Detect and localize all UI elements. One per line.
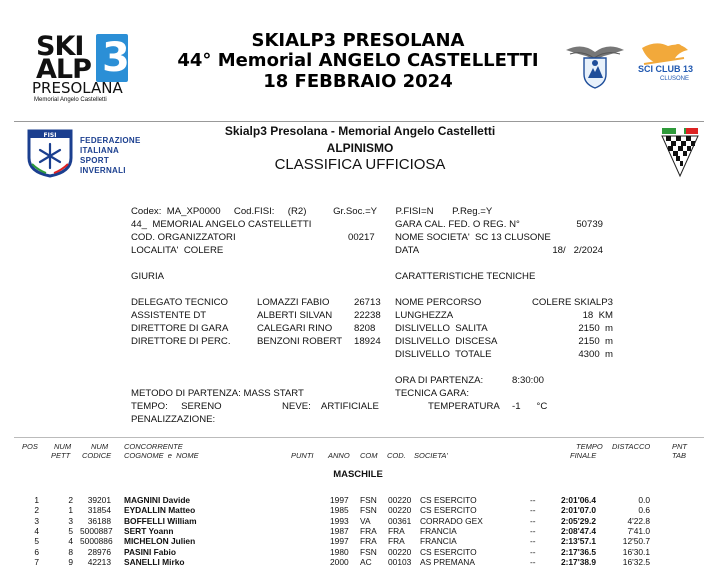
fisi-line-2: ITALIANA bbox=[80, 146, 120, 155]
cell-surname: BOFFELLI bbox=[124, 515, 165, 526]
cell-cod: 00361 bbox=[388, 515, 412, 526]
checkered-flag-icon bbox=[660, 126, 700, 178]
col-cod: COD. bbox=[387, 451, 406, 460]
classification-title: CLASSIFICA UFFICIOSA bbox=[274, 156, 446, 173]
cell-soc: CS ESERCITO bbox=[420, 546, 477, 557]
cell-first: William bbox=[167, 515, 197, 526]
official-code: 26713 bbox=[354, 297, 381, 308]
cell-cod: 00220 bbox=[388, 546, 412, 557]
col-codice: CODICE bbox=[82, 451, 112, 460]
fisi-shield-icon bbox=[26, 128, 74, 178]
sciclub-logo bbox=[634, 40, 694, 90]
cell-pos: 4 bbox=[34, 525, 39, 536]
temperature-value: -1 °C bbox=[512, 401, 548, 412]
cell-tempo: 2:13'57.1 bbox=[560, 536, 596, 547]
cell-pett: 5 bbox=[68, 525, 73, 536]
cell-codice: 28976 bbox=[87, 546, 111, 557]
cell-competitor bbox=[124, 547, 176, 557]
cell-surname: PASINI bbox=[124, 546, 152, 557]
course-label: DISLIVELLO TOTALE bbox=[395, 349, 492, 360]
cell-dist: 7'41.0 bbox=[627, 525, 650, 536]
cell-soc: AS PREMANA bbox=[420, 556, 475, 567]
cell-pett: 3 bbox=[68, 515, 73, 526]
weather: TEMPO: SERENO bbox=[131, 401, 222, 412]
cell-competitor bbox=[124, 505, 195, 515]
official-role: DELEGATO TECNICO bbox=[131, 297, 229, 308]
cell-first: Julien bbox=[171, 536, 196, 547]
col-societa: SOCIETA' bbox=[414, 451, 448, 460]
cell-soc: CORRADO GEX bbox=[420, 515, 483, 526]
cell-dash: -- bbox=[530, 495, 536, 505]
sciclub-name: SCI CLUB 13 bbox=[638, 64, 694, 74]
cell-anno: 1997 bbox=[330, 536, 349, 547]
logo-alp-text: ALP bbox=[36, 54, 91, 85]
official-name: BENZONI ROBERT bbox=[257, 336, 343, 347]
cell-dash: -- bbox=[530, 525, 536, 536]
table-row bbox=[0, 557, 716, 567]
cell-soc: FRANCIA bbox=[420, 536, 457, 547]
official-name: ALBERTI SILVAN bbox=[257, 310, 333, 321]
cell-pett: 9 bbox=[68, 556, 73, 567]
tech-heading: CARATTERISTICHE TECNICHE bbox=[395, 271, 536, 282]
logo-3-text: 3 bbox=[102, 35, 130, 81]
col-anno: ANNO bbox=[328, 451, 350, 460]
cell-dist: 12'50.7 bbox=[622, 536, 650, 547]
official-name: CALEGARI RINO bbox=[257, 323, 333, 334]
cell-anno: 1997 bbox=[330, 495, 349, 505]
course-value: 4300 m bbox=[578, 349, 613, 360]
date-label: DATA bbox=[395, 245, 420, 256]
table-row bbox=[0, 536, 716, 546]
organizer-code-value: 00217 bbox=[348, 232, 375, 243]
col-punti: PUNTI bbox=[291, 451, 314, 460]
cai-logo bbox=[564, 40, 626, 90]
cell-surname: SANELLI bbox=[124, 556, 160, 567]
cell-first: Mirko bbox=[162, 556, 185, 567]
course-label: DISLIVELLO DISCESA bbox=[395, 336, 498, 347]
header-divider bbox=[14, 121, 704, 122]
cell-competitor bbox=[124, 495, 190, 505]
cell-dist: 16'32.5 bbox=[622, 556, 650, 567]
cell-dist: 4'22.8 bbox=[627, 515, 650, 526]
cell-pos: 1 bbox=[34, 495, 39, 505]
header-title-3: 18 FEBBRAIO 2024 bbox=[263, 71, 453, 92]
fisi-logo bbox=[26, 128, 74, 178]
start-time-label: ORA DI PARTENZA: bbox=[395, 375, 484, 386]
cell-pos: 7 bbox=[34, 556, 39, 567]
col-com: COM bbox=[360, 451, 378, 460]
fisi-line-1: FEDERAZIONE bbox=[80, 136, 141, 145]
cell-anno: 1987 bbox=[330, 525, 349, 536]
cell-first: Davide bbox=[162, 495, 191, 505]
cell-dist: 16'30.1 bbox=[622, 546, 650, 557]
cai-eagle-icon bbox=[564, 40, 626, 90]
table-row bbox=[0, 516, 716, 526]
cell-com: FSN bbox=[360, 505, 377, 516]
col-nome: COGNOME e NOME bbox=[124, 451, 199, 460]
cell-com: FSN bbox=[360, 546, 377, 557]
cell-surname: EYDALLIN bbox=[124, 505, 166, 516]
section-maschile: MASCHILE bbox=[333, 469, 383, 480]
race-calendar-label: GARA CAL. FED. O REG. N° bbox=[395, 219, 520, 230]
cell-tempo: 2:17'38.9 bbox=[560, 556, 596, 567]
course-label: NOME PERCORSO bbox=[395, 297, 482, 308]
cell-anno: 1985 bbox=[330, 505, 349, 516]
official-code: 8208 bbox=[354, 323, 376, 334]
cell-dash: -- bbox=[530, 505, 536, 516]
cell-com: VA bbox=[360, 515, 371, 526]
official-code: 22238 bbox=[354, 310, 381, 321]
logo-ski-text: SKI bbox=[36, 31, 84, 62]
cell-first: Yoann bbox=[148, 525, 174, 536]
cell-soc: CS ESERCITO bbox=[420, 495, 477, 505]
fisi-line-3: SPORT bbox=[80, 156, 110, 165]
start-time-value: 8:30:00 bbox=[512, 375, 545, 386]
cell-competitor bbox=[124, 516, 197, 526]
organizer-code-label: COD. ORGANIZZATORI bbox=[131, 232, 236, 243]
col-tab: TAB bbox=[672, 451, 687, 460]
cell-dist: 0.6 bbox=[638, 505, 650, 516]
official-role: DIRETTORE DI PERC. bbox=[131, 336, 231, 347]
logo-presolana-text: PRESOLANA bbox=[32, 79, 123, 97]
header-title-2: 44° Memorial ANGELO CASTELLETTI bbox=[177, 50, 539, 71]
col-pnt: PNT bbox=[672, 442, 687, 451]
official-role: DIRETTORE DI GARA bbox=[131, 323, 229, 334]
cell-soc: FRANCIA bbox=[420, 525, 457, 536]
official-name: LOMAZZI FABIO bbox=[257, 297, 330, 308]
cell-competitor bbox=[124, 557, 185, 567]
col-pett: PETT bbox=[51, 451, 71, 460]
table-row bbox=[0, 495, 716, 505]
cell-com: AC bbox=[360, 556, 372, 567]
cell-cod: FRA bbox=[388, 525, 405, 536]
codex-line: Codex: MA_XP0000 Cod.FISI: (R2) Gr.Soc.=Y P.FISI=N P.Reg.=Y bbox=[131, 206, 493, 217]
course-label: LUNGHEZZA bbox=[395, 310, 454, 321]
date-value: 18/ 2/2024 bbox=[552, 245, 603, 256]
cell-com: FRA bbox=[360, 525, 377, 536]
cell-first: Fabio bbox=[153, 546, 176, 557]
cell-tempo: 2:08'47.4 bbox=[560, 525, 596, 536]
checkered-shield-logo bbox=[660, 126, 700, 178]
official-code: 18924 bbox=[354, 336, 381, 347]
jury-heading: GIURIA bbox=[131, 271, 165, 282]
cell-dash: -- bbox=[530, 515, 536, 526]
table-top-divider bbox=[14, 437, 704, 438]
cell-tempo: 2:01'07.0 bbox=[560, 505, 596, 516]
discipline: ALPINISMO bbox=[326, 141, 394, 155]
course-value: 2150 m bbox=[578, 336, 613, 347]
course-value: COLERE SKIALP3 bbox=[531, 297, 613, 308]
cell-surname: MAGNINI bbox=[124, 495, 161, 505]
course-value: 2150 m bbox=[578, 323, 613, 334]
cell-com: FRA bbox=[360, 536, 377, 547]
table-row bbox=[0, 505, 716, 515]
col-finale: FINALE bbox=[570, 451, 597, 460]
cell-competitor bbox=[124, 536, 195, 546]
sciclub-town: CLUSONE bbox=[660, 76, 690, 82]
header-title-1: SKIALP3 PRESOLANA bbox=[251, 30, 465, 51]
cell-codice: 31854 bbox=[87, 505, 111, 516]
cell-competitor bbox=[124, 526, 174, 536]
cell-codice: 5000886 bbox=[80, 536, 113, 547]
cell-pett: 2 bbox=[68, 495, 73, 505]
official-role: ASSISTENTE DT bbox=[131, 310, 207, 321]
race-calendar-value: 50739 bbox=[576, 219, 603, 230]
col-concorrente: CONCORRENTE bbox=[124, 442, 183, 451]
cell-dash: -- bbox=[530, 546, 536, 557]
fisi-line-4: INVERNALI bbox=[80, 166, 126, 175]
cell-codice: 5000887 bbox=[80, 525, 113, 536]
cell-dash: -- bbox=[530, 556, 536, 567]
cell-pos: 5 bbox=[34, 536, 39, 547]
start-method: METODO DI PARTENZA: MASS START bbox=[131, 388, 304, 399]
cell-cod: 00220 bbox=[388, 495, 412, 505]
logo-subtitle: Memorial Angelo Castelletti bbox=[34, 97, 107, 103]
cell-codice: 39201 bbox=[87, 495, 111, 505]
cell-dash: -- bbox=[530, 536, 536, 547]
table-row bbox=[0, 526, 716, 536]
society-name: NOME SOCIETA' SC 13 CLUSONE bbox=[395, 232, 551, 243]
col-distacco: DISTACCO bbox=[612, 442, 651, 451]
table-row bbox=[0, 547, 716, 557]
cell-surname: SERT bbox=[124, 525, 147, 536]
cell-pos: 3 bbox=[34, 515, 39, 526]
fisi-name bbox=[80, 136, 141, 176]
course-value: 18 KM bbox=[582, 310, 613, 321]
cell-soc: CS ESERCITO bbox=[420, 505, 477, 516]
snow: NEVE: ARTIFICIALE bbox=[282, 401, 379, 412]
cell-codice: 42213 bbox=[87, 556, 111, 567]
cell-anno: 2000 bbox=[330, 556, 349, 567]
cell-pett: 4 bbox=[68, 536, 73, 547]
col-tempo: TEMPO bbox=[576, 442, 603, 451]
cell-anno: 1980 bbox=[330, 546, 349, 557]
cell-tempo: 2:17'36.5 bbox=[560, 546, 596, 557]
cell-anno: 1993 bbox=[330, 515, 349, 526]
cell-codice: 36188 bbox=[87, 515, 111, 526]
cell-dist: 0.0 bbox=[638, 495, 650, 505]
penalization: PENALIZZAZIONE: bbox=[131, 414, 216, 425]
cell-surname: MICHELON bbox=[124, 536, 169, 547]
cell-com: FSN bbox=[360, 495, 377, 505]
col-num-1: NUM bbox=[54, 442, 72, 451]
cell-cod: 00103 bbox=[388, 556, 412, 567]
cell-cod: 00220 bbox=[388, 505, 412, 516]
temperature-label: TEMPERATURA bbox=[428, 401, 500, 412]
race-technique: TECNICA GARA: bbox=[395, 388, 470, 399]
cell-pett: 1 bbox=[68, 505, 73, 516]
col-num-2: NUM bbox=[91, 442, 109, 451]
location-line: LOCALITA' COLERE bbox=[131, 245, 224, 256]
col-pos: POS bbox=[22, 442, 38, 451]
fisi-badge-text: FISI bbox=[43, 132, 57, 139]
cell-pett: 8 bbox=[68, 546, 73, 557]
cell-pos: 2 bbox=[34, 505, 39, 516]
cell-first: Matteo bbox=[168, 505, 196, 516]
cell-cod: FRA bbox=[388, 536, 405, 547]
cell-tempo: 2:05'29.2 bbox=[560, 515, 596, 526]
cell-pos: 6 bbox=[34, 546, 39, 557]
event-title: Skialp3 Presolana - Memorial Angelo Castelletti bbox=[224, 124, 496, 138]
event-name-line: 44_ MEMORIAL ANGELO CASTELLETTI bbox=[131, 219, 312, 230]
course-label: DISLIVELLO SALITA bbox=[395, 323, 488, 334]
cell-tempo: 2:01'06.4 bbox=[560, 495, 596, 505]
